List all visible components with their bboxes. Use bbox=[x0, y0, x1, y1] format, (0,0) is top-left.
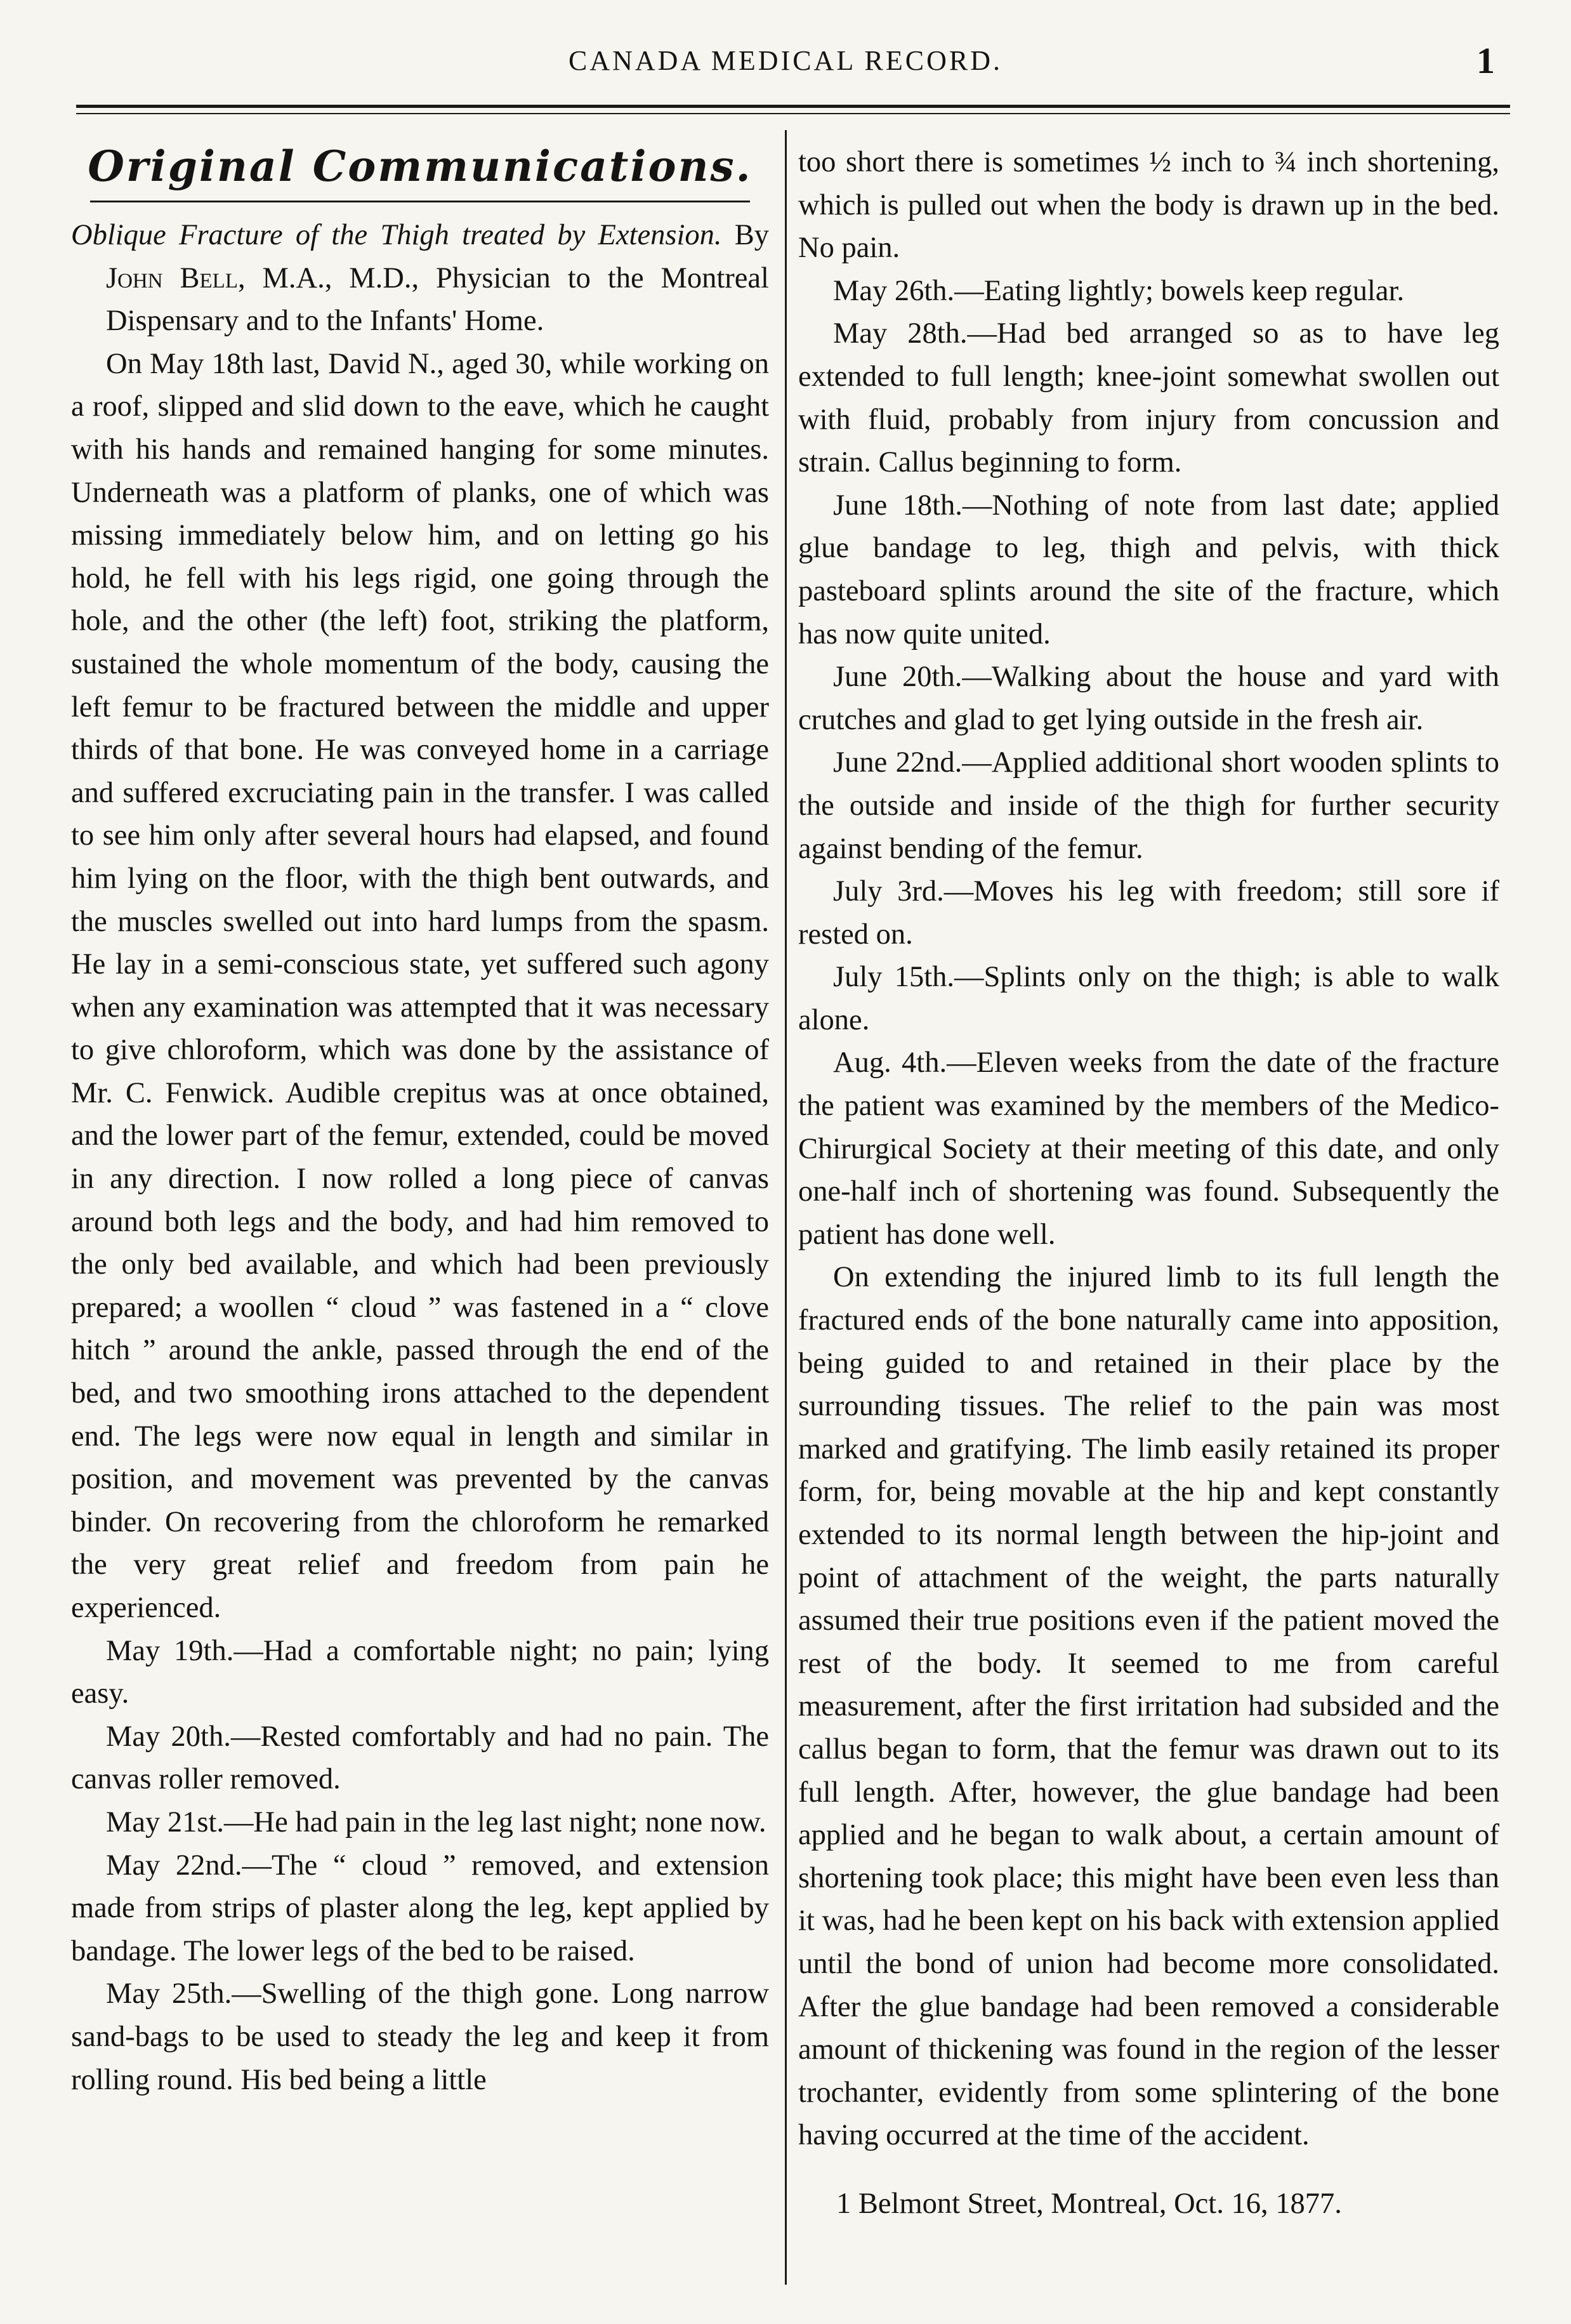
page-number: 1 bbox=[1476, 40, 1495, 81]
body-paragraph: too short there is sometimes ½ inch to ¾ inch shortening, which is pulled out when the body is drawn up in the bed. No pain. bbox=[798, 146, 1499, 265]
running-header bbox=[0, 40, 1571, 89]
body-paragraph: May 25th.—Swelling of the thigh gone. Long narrow sand-bags to be used to steady the leg and keep it from rolling round. His bed being a little bbox=[71, 1977, 769, 2096]
body-paragraph: May 20th.—Rested comfortably and had no pain. The canvas roller removed. bbox=[71, 1720, 769, 1796]
section-heading: Original Communications. bbox=[88, 142, 753, 191]
article-byline-by: By bbox=[734, 219, 770, 251]
body-paragraph: May 19th.—Had a comfortable night; no pain; lying easy. bbox=[71, 1634, 769, 1710]
column-divider bbox=[785, 130, 787, 2285]
article-title bbox=[71, 214, 769, 343]
right-column bbox=[798, 141, 1499, 2226]
article-author-credentials: , M.A., M.D., Physician to the Montreal Dispensary and to the Infants' Home. bbox=[106, 261, 769, 338]
body-paragraph: June 20th.—Walking about the house and yard with crutches and glad to get lying outside in the fresh air. bbox=[798, 661, 1499, 736]
author-address: 1 Belmont Street, Montreal, Oct. 16, 1877. bbox=[836, 2187, 1342, 2220]
body-paragraph: June 18th.—Nothing of note from last date; applied glue bandage to leg, thigh and pelvis, with thick pasteboard splints around the site of the fracture, which has now quite united. bbox=[798, 489, 1499, 650]
journal-title: CANADA MEDICAL RECORD. bbox=[568, 45, 1003, 76]
body-paragraph: July 15th.—Splints only on the thigh; is able to walk alone. bbox=[798, 961, 1499, 1036]
body-paragraph: July 3rd.—Moves his leg with freedom; still sore if rested on. bbox=[798, 875, 1499, 951]
article-author: John Bell bbox=[106, 261, 238, 294]
body-paragraph: Aug. 4th.—Eleven weeks from the date of the fracture the patient was examined by the members of the Medico-Chirurgical Society at their meeting of this date, and only one-half inch of shortening was found. Subsequently the patient has done well. bbox=[798, 1046, 1499, 1251]
header-rule-thin bbox=[76, 113, 1510, 114]
left-column bbox=[71, 141, 769, 2101]
body-paragraph: June 22nd.—Applied additional short wooden splints to the outside and inside of the thigh for further security against bending of the femur. bbox=[798, 746, 1499, 865]
body-paragraph: On extending the injured limb to its full length the fractured ends of the bone naturally came into apposition, being guided to and retained in their place by the surrounding tissues. The relief to the pain was most marked and gratifying. The limb easily retained its proper form, for, being movable at the hip and kept constantly extended to its normal length between the hip-joint and point of attachment of the weight, the parts naturally assumed their true positions even if the patient moved the rest of the body. It seemed to me from careful measurement, after the first irritation had subsided and the callus began to form, that the femur was drawn out to its full length. After, however, the glue bandage had been applied and he began to walk about, a certain amount of shortening took place; this might have been even less than it was, had he been kept on his back with extension applied until the bond of union had become more consolidated. After the glue bandage had been removed a considerable amount of thickening was found in the region of the lesser trochanter, evidently from some splintering of the bone having occurred at the time of the accident. bbox=[798, 1261, 1499, 2152]
header-rule bbox=[76, 105, 1510, 108]
body-paragraph: May 28th.—Had bed arranged so as to have leg extended to full length; knee-joint somewhat swollen out with fluid, probably from injury from concussion and strain. Callus beginning to form. bbox=[798, 317, 1499, 479]
body-paragraph: May 22nd.—The “ cloud ” removed, and extension made from strips of plaster along the leg, kept applied by bandage. The lower legs of the bed to be raised. bbox=[71, 1849, 769, 1967]
body-paragraph: May 26th.—Eating lightly; bowels keep regular. bbox=[833, 274, 1405, 307]
heading-rule bbox=[90, 201, 750, 202]
article-title-text: Oblique Fracture of the Thigh treated by Extension. bbox=[71, 219, 722, 251]
body-paragraph: May 21st.—He had pain in the leg last night; none now. bbox=[106, 1806, 766, 1839]
body-paragraph: On May 18th last, David N., aged 30, while working on a roof, slipped and slid down to the eave, which he caught with his hands and remained hanging for some minutes. Underneath was a platform of planks, one of which was missing immediately below him, and on letting go his hold, he fell with his legs rigid, one going through the hole, and the other (the left) foot, striking the platform, sustained the whole momentum of the body, causing the left femur to be fractured between the middle and upper thirds of that bone. He was conveyed home in a carriage and suffered excruciating pain in the transfer. I was called to see him only after several hours had elapsed, and found him lying on the floor, with the thigh bent outwards, and the muscles swelled out into hard lumps from the spasm. He lay in a semi-conscious state, yet suffered such agony when any examination was attempted that it was necessary to give chloroform, which was done by the assistance of Mr. C. Fenwick. Audible crepitus was at once obtained, and the lower part of the femur, extended, could be moved in any direction. I now rolled a long piece of canvas around both legs and the body, and had him removed to the only bed available, and which had been previously prepared; a woollen “ cloud ” was fastened in a “ clove hitch ” around the ankle, passed through the end of the bed, and two smoothing irons attached to the dependent end. The legs were now equal in length and similar in position, and movement was prevented by the canvas binder. On recovering from the chloroform he remarked the very great relief and freedom from pain he experienced. bbox=[71, 347, 769, 1624]
